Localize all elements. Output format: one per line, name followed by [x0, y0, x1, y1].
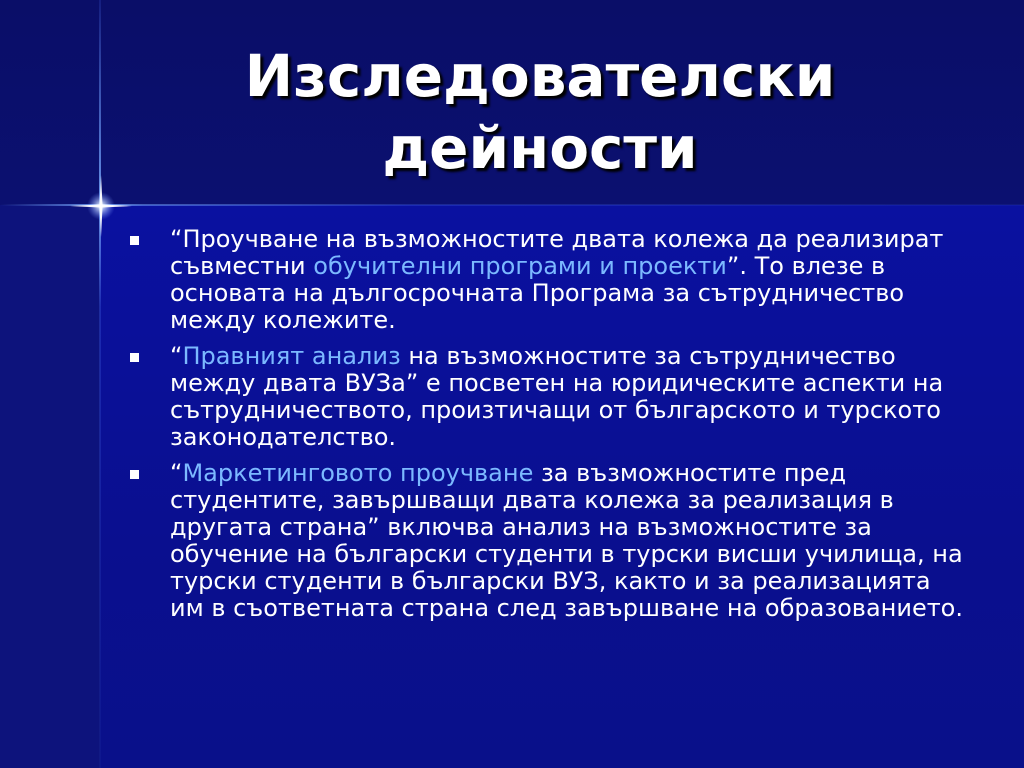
square-bullet-icon — [130, 236, 139, 245]
bullet-item — [126, 226, 966, 334]
slide-title — [100, 40, 980, 184]
bullet-highlight: Правният анализ — [182, 342, 401, 370]
bullet-list — [126, 226, 966, 631]
bullet-text: Проучване на възможностите двата колежа да реализират съвместни — [170, 225, 944, 280]
bullet-item — [126, 343, 966, 451]
bullet-text: за възможностите пред студентите, завършващи двата колежа за реализация в другата страна” включва анализ на възможностите за обучение на български студенти в турски висши училища, на турски студенти в български ВУЗ, както и за реализацията им в съответната страна след завършване на образованието. — [170, 459, 963, 622]
square-bullet-icon — [130, 353, 139, 362]
bullet-text: на възможностите за сътрудничество между двата ВУЗа” е посветен на юридическите аспекти на сътрудничеството, произтичащи от българското и турското законодателство. — [170, 342, 944, 451]
square-bullet-icon — [130, 470, 139, 479]
title-line-2: дейности — [382, 114, 698, 182]
bullet-quote-open: “ — [170, 342, 183, 370]
bullet-item — [126, 460, 966, 622]
bullet-text: ”. То влезе в основата на дългосрочната Програма за сътрудничество между колежите. — [170, 252, 905, 334]
bullet-highlight: Маркетинговото проучване — [182, 459, 534, 487]
title-line-1: Изследователски — [244, 42, 836, 110]
bullet-highlight: обучителни програми и проекти — [313, 252, 727, 280]
left-band — [0, 205, 100, 768]
bullet-quote-open: “ — [170, 459, 183, 487]
horizontal-divider — [0, 204, 1024, 206]
bullet-quote-open: “ — [170, 225, 183, 253]
